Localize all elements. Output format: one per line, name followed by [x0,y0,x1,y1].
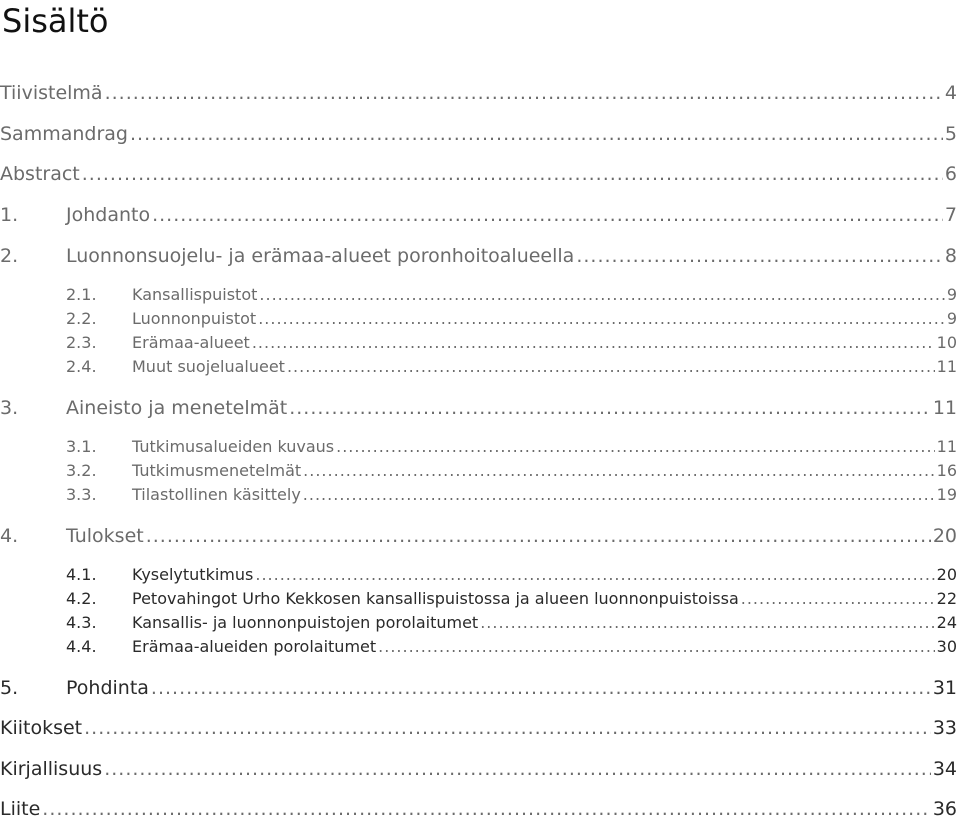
toc-entry-number: 1. [0,204,19,226]
toc-entry-1[interactable] [0,204,957,230]
toc-entry-number: 3.3. [66,485,97,504]
toc-entry-page: 9 [946,285,957,304]
toc-entry-label: Abstract [0,163,80,185]
dot-leader [82,163,943,185]
toc-entry-2-3[interactable] [0,333,957,355]
toc-entry-page: 30 [936,637,957,656]
toc-entry-4-3[interactable] [0,613,957,635]
toc-entry-number: 5. [0,677,19,699]
dot-leader [255,565,934,584]
toc-entry-label: Kansallispuistot [132,285,258,304]
toc-entry-label: Kirjallisuus [0,758,103,780]
dot-leader [741,589,935,608]
dot-leader [289,397,931,419]
toc-entry-tiivistelma[interactable] [0,82,957,108]
toc-entry-2-4[interactable] [0,357,957,379]
toc-entry-kirjallisuus[interactable] [0,758,957,784]
toc-entry-page: 6 [944,163,957,185]
toc-entry-sammandrag[interactable] [0,123,957,149]
toc-entry-number: 4.3. [66,613,97,632]
toc-entry-number: 3.1. [66,437,97,456]
toc-entry-label: Pohdinta [66,677,149,699]
dot-leader [84,717,931,739]
dot-leader [42,798,931,820]
dot-leader [480,613,934,632]
toc-entry-label: Muut suojelualueet [132,357,285,376]
toc-entry-label: Johdanto [66,204,151,226]
toc-entry-label: Erämaa-alueiden porolaitumet [132,637,377,656]
toc-entry-page: 11 [936,437,957,456]
toc-entry-3-3[interactable] [0,485,957,507]
toc-entry-page: 9 [946,309,957,328]
dot-leader [303,461,934,480]
toc-entry-label: Kyselytutkimus [132,565,254,584]
dot-leader [259,285,944,304]
toc-entry-page: 19 [936,485,957,504]
toc-entry-label: Erämaa-alueet [132,333,250,352]
toc-entry-label: Tulokset [66,525,144,547]
toc-entry-label: Luonnonpuistot [132,309,257,328]
dot-leader [152,204,943,226]
toc-entry-label: Sammandrag [0,123,128,145]
toc-entry-number: 4. [0,525,19,547]
dot-leader [252,333,935,352]
toc-entry-2-2[interactable] [0,309,957,331]
page-title: Sisältö [2,2,109,40]
toc-entry-2-1[interactable] [0,285,957,307]
toc-entry-page: 34 [932,758,957,780]
toc-entry-label: Kiitokset [0,717,83,739]
dot-leader [378,637,935,656]
toc-entry-number: 4.1. [66,565,97,584]
toc-entry-2[interactable] [0,245,957,271]
toc-entry-page: 11 [932,397,957,419]
toc-entry-page: 11 [936,357,957,376]
toc-entry-page: 24 [936,613,957,632]
toc-entry-page: 22 [936,589,957,608]
dot-leader [104,758,931,780]
toc-entry-number: 2.2. [66,309,97,328]
toc-entry-4[interactable] [0,525,957,551]
dot-leader [576,245,943,267]
toc-entry-3-1[interactable] [0,437,957,459]
dot-leader [146,525,931,547]
dot-leader [336,437,935,456]
toc-entry-label: Liite [0,798,41,820]
dot-leader [130,123,943,145]
toc-entry-4-1[interactable] [0,565,957,587]
dot-leader [151,677,931,699]
toc-entry-page: 31 [932,677,957,699]
toc-entry-page: 5 [944,123,957,145]
toc-entry-label: Luonnonsuojelu- ja erämaa-alueet poronhoitoalueella [66,245,575,267]
toc-entry-number: 3. [0,397,19,419]
toc-entry-number: 3.2. [66,461,97,480]
toc-entry-number: 4.2. [66,589,97,608]
toc-entry-number: 2. [0,245,19,267]
toc-entry-page: 20 [936,565,957,584]
dot-leader [287,357,935,376]
toc-entry-label: Tiivistelmä [0,82,103,104]
toc-entry-page: 4 [944,82,957,104]
dot-leader [258,309,945,328]
dot-leader [105,82,943,104]
toc-entry-page: 20 [932,525,957,547]
toc-entry-number: 2.1. [66,285,97,304]
toc-entry-4-2[interactable] [0,589,957,611]
toc-entry-page: 36 [932,798,957,820]
toc-entry-page: 10 [936,333,957,352]
toc-entry-label: Kansallis- ja luonnonpuistojen porolaitumet [132,613,479,632]
toc-entry-number: 2.3. [66,333,97,352]
toc-entry-4-4[interactable] [0,637,957,659]
toc-entry-page: 33 [932,717,957,739]
dot-leader [303,485,935,504]
toc-entry-label: Petovahingot Urho Kekkosen kansallispuistossa ja alueen luonnonpuistoissa [132,589,739,608]
toc-entry-kiitokset[interactable] [0,717,957,743]
toc-entry-3-2[interactable] [0,461,957,483]
toc-entry-page: 7 [944,204,957,226]
toc-entry-number: 2.4. [66,357,97,376]
toc-entry-number: 4.4. [66,637,97,656]
toc-entry-page: 16 [936,461,957,480]
toc-entry-abstract[interactable] [0,163,957,189]
toc-entry-liite[interactable] [0,798,957,824]
toc-entry-page: 8 [944,245,957,267]
toc-entry-label: Tutkimusalueiden kuvaus [132,437,335,456]
toc-entry-label: Aineisto ja menetelmät [66,397,288,419]
toc-entry-label: Tutkimusmenetelmät [132,461,302,480]
toc-entry-label: Tilastollinen käsittely [132,485,301,504]
toc-entry-3[interactable] [0,397,957,423]
toc-entry-5[interactable] [0,677,957,703]
